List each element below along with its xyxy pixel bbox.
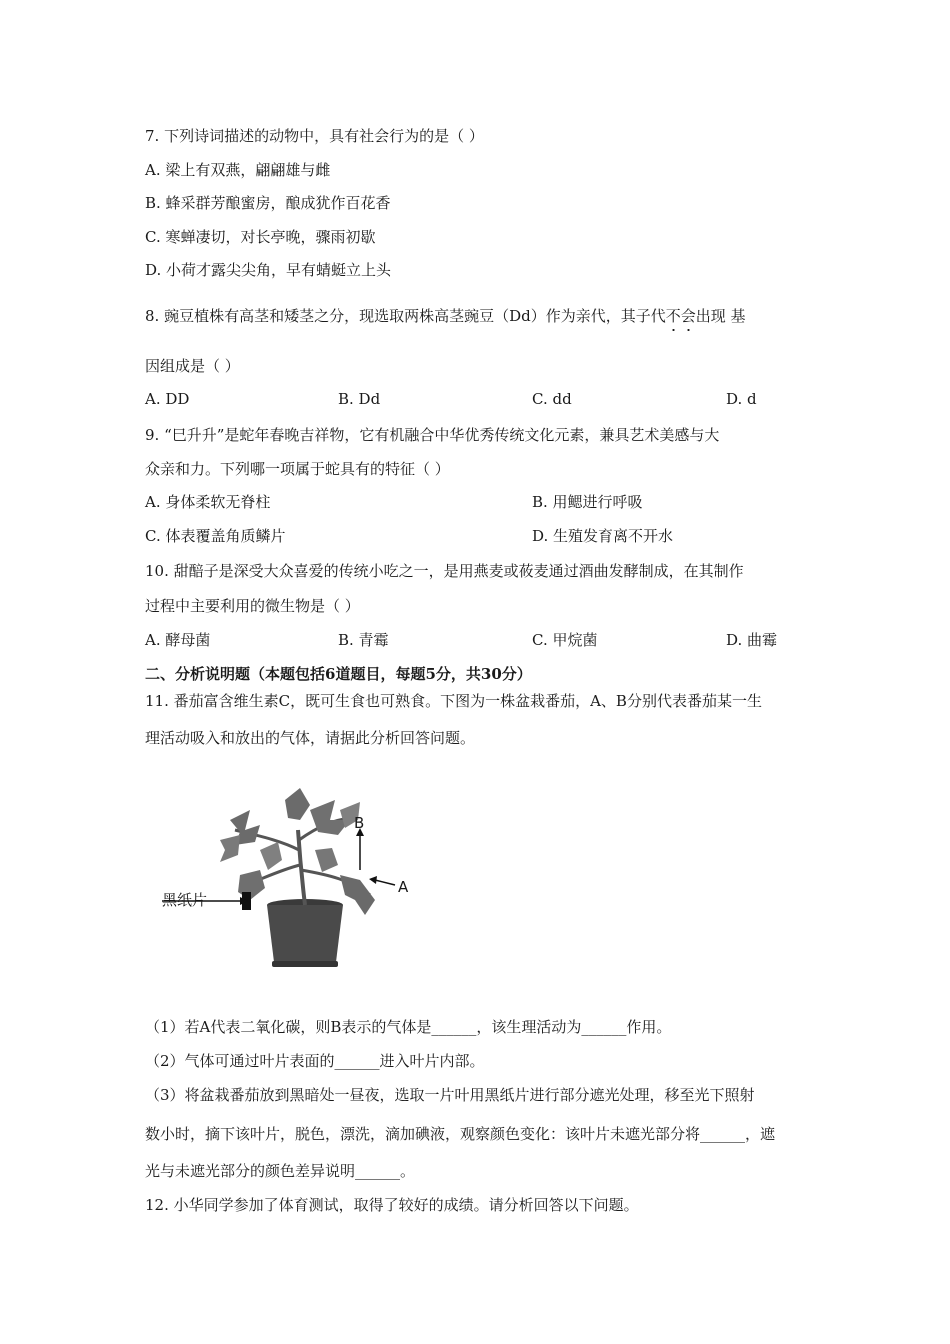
- q8-option-c: C. dd: [532, 390, 572, 408]
- q9-option-c: C. 体表覆盖角质鳞片: [145, 527, 286, 545]
- q10-option-d: D. 曲霉: [726, 631, 778, 649]
- q8-option-a: A. DD: [145, 390, 190, 408]
- q11-stem: 11. 番茄富含维生素C，既可生食也可熟食。下图为一株盆栽番茄，A、B分别代表番茄某一生: [145, 692, 762, 710]
- q10-stem-line2: 过程中主要利用的微生物是（ ）: [145, 597, 360, 615]
- figure-label-b: B: [354, 814, 365, 832]
- q10-option-c: C. 甲烷菌: [532, 631, 598, 649]
- q8-option-b: B. Dd: [338, 390, 381, 408]
- q11-part1: （1）若A代表二氧化碳，则B表示的气体是______，该生理活动为______作用。: [145, 1018, 672, 1036]
- figure-label-black-paper: 黑纸片: [162, 891, 208, 909]
- figure-label-a: A: [398, 878, 409, 896]
- q8-stem-post: 出现 基: [695, 307, 746, 325]
- q9-stem-line2: 众亲和力。下列哪一项属于蛇具有的特征（ ）: [145, 460, 450, 478]
- q10-stem: 10. 甜醅子是深受大众喜爱的传统小吃之一，是用燕麦或莜麦通过酒曲发酵制成，在其制作: [145, 562, 744, 580]
- q8-stem: [145, 306, 746, 326]
- q7-option-d: D. 小荷才露尖尖角，早有蜻蜓立上头: [145, 261, 392, 279]
- q10-option-a: A. 酵母菌: [145, 631, 211, 649]
- tomato-plant-figure: [160, 780, 420, 975]
- q9-option-b: B. 用鳃进行呼吸: [532, 493, 643, 511]
- q11-part3-line1: （3）将盆栽番茄放到黑暗处一昼夜，选取一片叶用黑纸片进行部分遮光处理，移至光下照射: [145, 1086, 755, 1104]
- q8-option-d: D. d: [726, 390, 757, 408]
- q12-stem: 12. 小华同学参加了体育测试，取得了较好的成绩。请分析回答以下问题。: [145, 1196, 639, 1214]
- q11-part3-line2: 数小时，摘下该叶片，脱色，漂洗，滴加碘液，观察颜色变化：该叶片未遮光部分将______，遮: [145, 1125, 776, 1143]
- q7-option-b: B. 蜂采群芳酿蜜房，酿成犹作百花香: [145, 194, 391, 212]
- q9-stem: 9. “巳升升”是蛇年春晚吉祥物，它有机融合中华优秀传统文化元素，兼具艺术美感与大: [145, 426, 720, 444]
- tomato-plant-illustration: [160, 780, 420, 975]
- q11-stem-line2: 理活动吸入和放出的气体，请据此分析回答问题。: [145, 729, 476, 747]
- q8-stem-line2: 因组成是（ ）: [145, 357, 240, 375]
- q9-option-a: A. 身体柔软无脊柱: [145, 493, 271, 511]
- q9-option-d: D. 生殖发育离不开水: [532, 527, 674, 545]
- q11-part3-line3: 光与未遮光部分的颜色差异说明______。: [145, 1162, 416, 1180]
- q8-stem-emphasis: 不会: [665, 307, 696, 325]
- q10-option-b: B. 青霉: [338, 631, 389, 649]
- q11-part2: （2）气体可通过叶片表面的______进入叶片内部。: [145, 1052, 485, 1070]
- q7-option-c: C. 寒蝉凄切，对长亭晚，骤雨初歇: [145, 228, 376, 246]
- q8-stem-pre: 8. 豌豆植株有高茎和矮茎之分，现选取两株高茎豌豆（Dd）作为亲代，其子代: [145, 307, 666, 325]
- section-heading: 二、分析说明题（本题包括6道题目，每题5分，共30分）: [145, 665, 532, 683]
- q7-stem: 7. 下列诗词描述的动物中，具有社会行为的是（ ）: [145, 127, 484, 145]
- q7-option-a: A. 梁上有双燕，翩翩雄与雌: [145, 161, 331, 179]
